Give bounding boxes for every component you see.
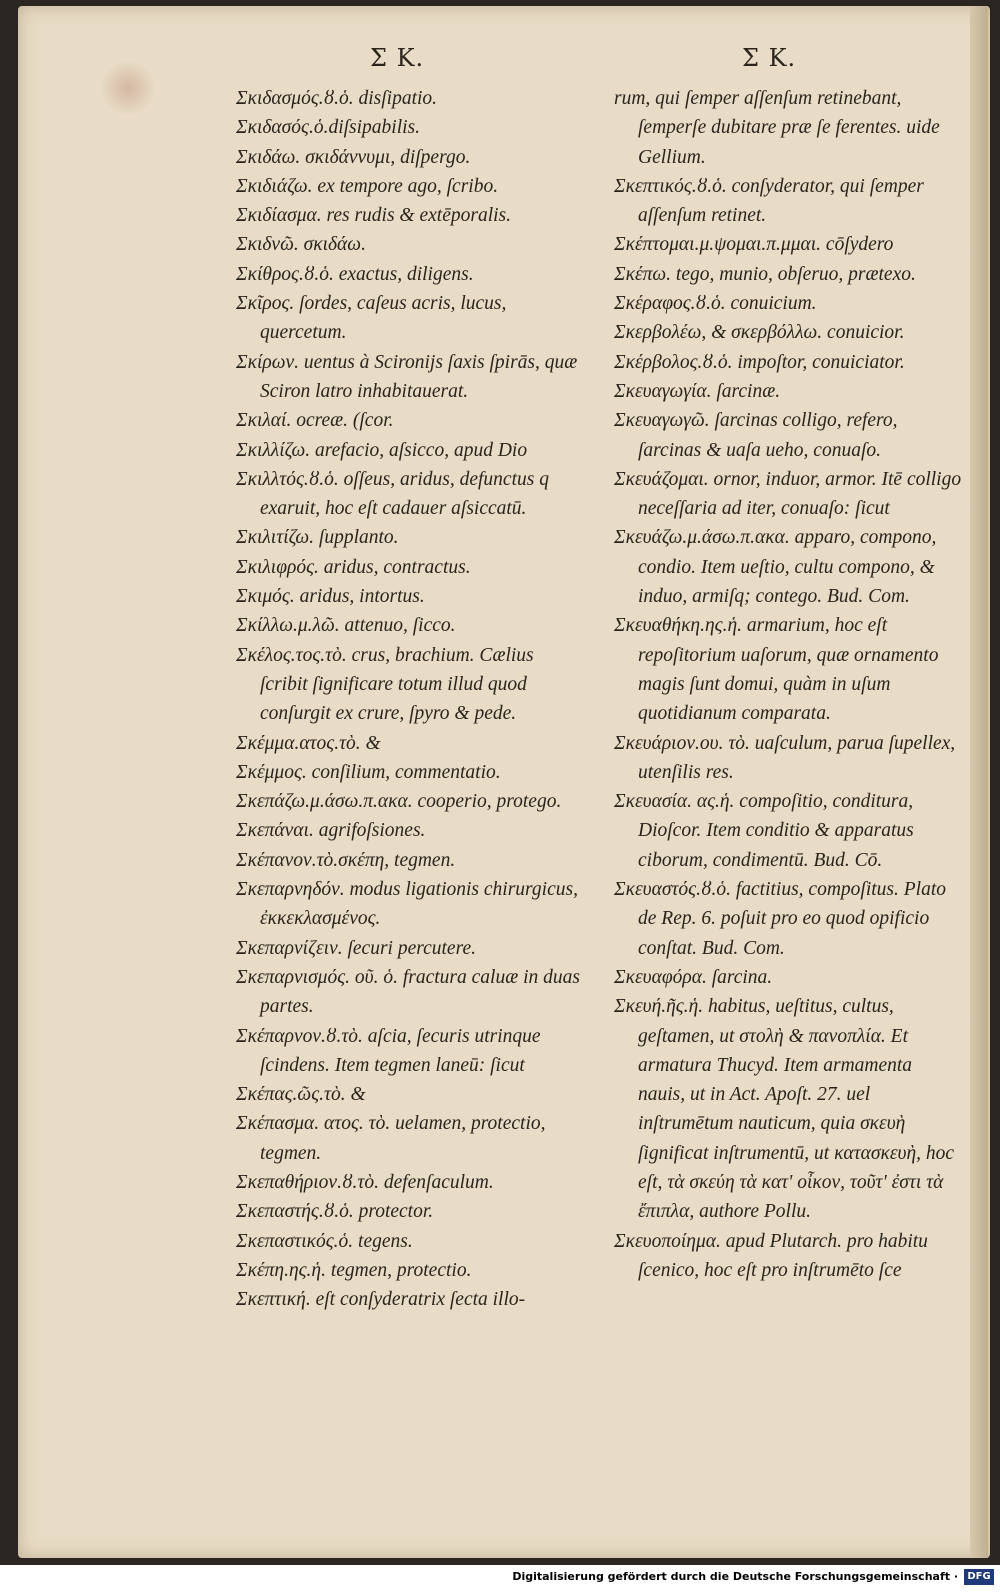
dictionary-entry: Σκέμμα.ατος.τὸ. & [236,732,381,754]
dictionary-entry: Σκέραφος.ȣ.ὁ. conuicium. [614,293,817,315]
page-edge [970,6,988,1558]
dictionary-entry: Σκίλλω.μ.λῶ. attenuo, ſicco. [236,615,456,637]
dictionary-entry: Σκευαθήκη.ης.ἡ. armarium, hoc eſt repoſitorium uaſorum, quæ ornamento magis ſunt domui, quàm in uſum quotidianum comparata. [614,615,939,725]
dictionary-entry: Σκιδίασμα. res rudis & extēporalis. [236,205,511,227]
dictionary-entry: Σκεπαστής.ȣ.ὁ. protector. [236,1201,434,1223]
right-column [614,84,964,1285]
dictionary-entry: Σκεπαρνισμός. οῦ. ὁ. fractura caluæ in duas partes. [236,966,580,1018]
dictionary-entry: Σκιλαί. ocreæ. (ſcor. [236,410,394,432]
dictionary-entry: Σκιδάω. σκιδάννυμι, diſpergo. [236,146,471,168]
dictionary-entry: Σκέπαρνον.ȣ.τὸ. aſcia, ſecuris utrinque ſcindens. Item tegmen laneū: ſicut [236,1025,541,1076]
dictionary-entry: Σκέμμος. conſilium, commentatio. [236,761,501,783]
dictionary-entry: Σκευή.ῆς.ἡ. habitus, ueſtitus, cultus, geſtamen, ut στολὴ & πανοπλία. Et armatura Thucyd. Item armamenta nauis, ut in Act. Apoſt. 27. uel inſtrumētum nauticum, quia σκευὴ ſignificat inſtrumentū, ut κατασκευὴ, hoc eſt, τὰ σκεύη τὰ κατ' οἶκον, τοῦτ' ἐστι τὰ ἔπιπλα, authore Pollu. [614,996,955,1223]
dictionary-entry: Σκιδνῶ. σκιδάω. [236,234,366,256]
dictionary-entry: Σκεπαρνηδόν. modus ligationis chirurgicus, ἐκκεκλασμένος. [236,879,578,930]
paper-stain [100,60,156,116]
dictionary-entry: Σκιδασός.ὁ.diſsipabilis. [236,117,421,139]
dictionary-entry: Σκέπανον.τὸ.σκέπη, tegmen. [236,849,456,871]
dictionary-entry: Σκευαγωγῶ. ſarcinas colligo, refero, ſarcinas & uaſa ueho, conuaſo. [614,410,898,461]
dictionary-entry: Σκίθρος.ȣ.ὁ. exactus, diligens. [236,263,474,285]
dictionary-entry: Σκέπω. tego, munio, obſeruo, prætexo. [614,263,916,285]
dictionary-entry: rum, qui ſemper aſſenſum retinebant, ſemperſe dubitare præ ſe ferentes. uide Gellium. [614,88,940,168]
dictionary-entry: Σκεπαρνίζειν. ſecuri percutere. [236,937,476,959]
dictionary-entry: Σκίρων. uentus à Scironijs ſaxis ſpirās, quæ Sciron latro inhabitauerat. [236,351,578,402]
dictionary-entry: Σκεπάζω.μ.άσω.π.ακα. cooperio, protego. [236,791,562,813]
funding-notice: Digitalisierung gefördert durch die Deutsche Forschungsgemeinschaft · [512,1570,958,1583]
dictionary-entry: Σκευάζομαι. ornor, induor, armor. Itē colligo neceſſaria ad iter, conuaſo: ſicut [614,468,962,520]
dictionary-entry: Σκέπτομαι.μ.ψομαι.π.μμαι. cōſydero [614,234,894,256]
dictionary-entry: Σκέπη.ης.ἡ. tegmen, protectio. [236,1259,472,1281]
left-column [236,84,586,1314]
running-head-left: Σ K. [370,44,425,72]
dictionary-entry: Σκέρβολος.ȣ.ὁ. impoſtor, conuiciator. [614,351,905,373]
dictionary-entry: Σκιλλίζω. arefacio, aſsicco, apud Dio [236,439,528,461]
dictionary-entry: Σκευασία. ας.ἡ. compoſitio, conditura, Dioſcor. Item conditio & apparatus ciborum, condimentū. Bud. Cō. [614,791,914,871]
dictionary-entry: Σκεπάναι. agrifoſsiones. [236,820,426,842]
dictionary-entry: Σκέπας.ῶς.τὸ. & [236,1084,366,1106]
dictionary-entry: Σκιλιφρός. aridus, contractus. [236,556,471,578]
running-head-right: Σ K. [742,44,797,72]
dictionary-entry: Σκευαφόρα. ſarcina. [614,966,773,988]
dictionary-entry: Σκεπτική. eſt conſyderatrix ſecta illo- [236,1289,526,1311]
dfg-logo: DFG [964,1569,994,1585]
dictionary-entry: Σκεπαθήριον.ȣ.τὸ. defenſaculum. [236,1171,494,1193]
dictionary-entry: Σκευαγωγία. ſarcinæ. [614,380,781,402]
dictionary-entry: Σκιδιάζω. ex tempore ago, ſcribo. [236,175,499,197]
footer-bar [0,1566,1000,1592]
dictionary-entry: Σκευαστός.ȣ.ὁ. factitius, compoſitus. Plato de Rep. 6. poſuit pro eo quod opificio conſtat. Bud. Com. [614,879,947,959]
dictionary-entry: Σκέπασμα. ατος. τὸ. uelamen, protectio, tegmen. [236,1113,546,1164]
dictionary-entry: Σκευάριον.ου. τὸ. uaſculum, parua ſupellex, utenſilis res. [614,732,956,783]
dictionary-entry: Σκέλος.τος.τὸ. crus, brachium. Cælius ſcribit ſignificare totum illud quod conſurgit ex crure, ſpyro & pede. [236,644,534,725]
dictionary-entry: Σκῖρος. ſordes, caſeus acris, lucus, quercetum. [236,293,507,344]
dictionary-entry: Σκεπαστικός.ὁ. tegens. [236,1230,413,1252]
dictionary-entry: Σκεπτικός.ȣ.ὁ. conſyderator, qui ſemper aſſenſum retinet. [614,175,924,227]
dictionary-entry: Σκιλιτίζω. ſupplanto. [236,527,399,549]
dictionary-entry: Σκερβολέω, & σκερβόλλω. conuicior. [614,322,905,344]
dictionary-entry: Σκιλλτός.ȣ.ὁ. oſſeus, aridus, defunctus q exaruit, hoc eſt cadauer aſsiccatū. [236,468,549,520]
dictionary-entry: Σκιμός. aridus, intortus. [236,586,425,608]
dictionary-entry: Σκιδασμός.ȣ.ὁ. disſipatio. [236,88,438,109]
dictionary-entry: Σκευοποίημα. apud Plutarch. pro habitu ſcenico, hoc eſt pro inſtrumēto ſce [614,1230,928,1281]
dictionary-entry: Σκευάζω.μ.άσω.π.ακα. apparo, compono, condio. Item ueſtio, cultu compono, & induo, armiſq; contego. Bud. Com. [614,527,937,608]
